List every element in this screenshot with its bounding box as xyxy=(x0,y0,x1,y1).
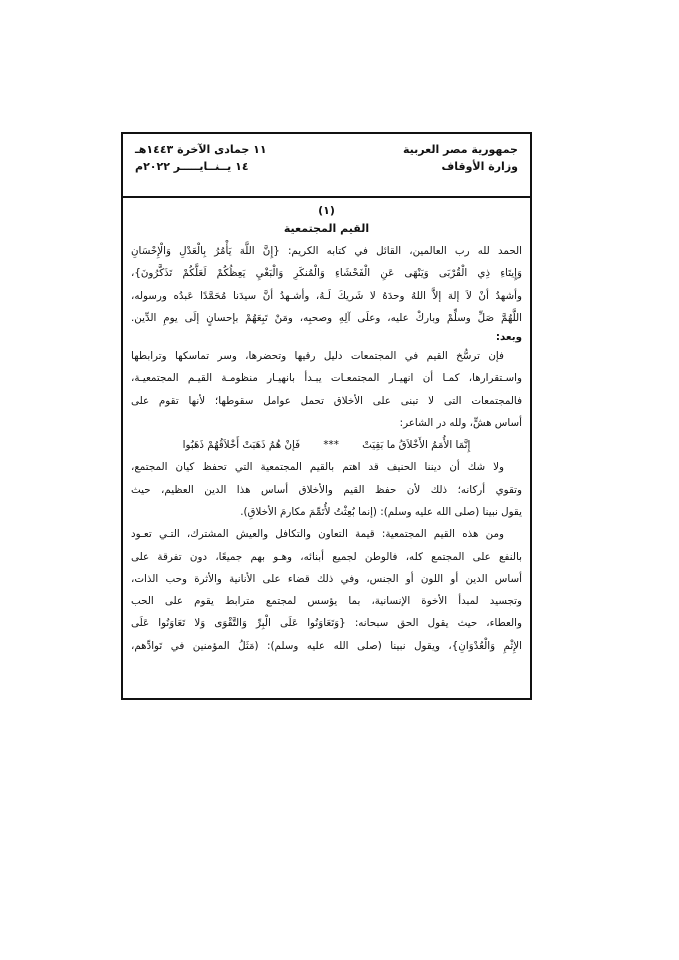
text-line: الإِثْمِ وَالْعُدْوَانِ}، ويقول نبينا (صلى الله عليه وسلم): (مَثَلُ المؤمنين في تَوادِّهم، xyxy=(131,639,522,652)
text-line: ولا شك أن ديننا الحنيف قد اهتم بالقيم المجتمعية التي تحفظ كيان المجتمع، xyxy=(131,461,504,474)
text-line: والعطاء، حيث يقول الحق سبحانه: {وَتَعَاوَنُوا عَلَى الْبِرِّ وَالتَّقْوَى وَلا تَعَاوَنُوا عَلَى xyxy=(131,617,522,630)
text-line: وأشهدُ أنْ لاَ إلهَ إلاَّ اللهُ وحدَهُ لا شَريكَ لَـهُ، وأشـهدُ أنَّ سيدَنا مُحَمَّدًا عَبدُه ورسوله، xyxy=(131,289,522,302)
verse-second-hemistich: فَإنْ هُمُ ذَهَبَتْ أَخْلاَقُهُمْ ذَهَبُوا xyxy=(182,439,301,452)
text-line: واسـتقرارها، كمـا أن انهيـار المجتمعـات يبـدأ بانهيـار منظومـة القيـم المجتمعيـة، xyxy=(131,372,522,385)
text-line: الحمد لله رب العالمين، القائل في كتابه الكريم: {إِنَّ اللَّهَ يَأْمُرُ بِالْعَدْلِ وَالْإِحْسَانِ xyxy=(131,245,522,257)
text-line: فالمجتمعات التى لا تبنى على الأخلاق تحمل عوامل سقوطها؛ لأنها تقوم على xyxy=(131,394,522,407)
ministry-name: وزارة الأوقاف xyxy=(441,160,518,173)
text-line: بالنفع على المجتمع كله، فالوطن لجميع أبنائه، وهـو بهم جميعًا، دون تفرقة على xyxy=(131,550,522,563)
text-line: وتقوي أركانه؛ ذلك لأن حفظ القيم والأخلاق أساس هذا الدين العظيم، حيث xyxy=(131,483,522,496)
gregorian-date: ١٤ يــنــايـــــر ٢٠٢٢م xyxy=(135,160,249,173)
text-line: وتجسيد لمبدأ الأخوة الإنسانية، بما يؤسس لمجتمع مترابط يقوم على الحب xyxy=(131,595,522,608)
verse-separator: *** xyxy=(323,439,339,452)
poetry-verse xyxy=(131,434,522,456)
text-line: أساس هشٍّ، ولله در الشاعر: xyxy=(399,417,522,430)
text-line: وَإِيتَاءِ ذِي الْقُرْبَى وَيَنْهَى عَنِ الْفَحْشَاءِ وَالْمُنكَرِ وَالْبَغْيِ يَعِظُكُمْ لَعَلَّكُمْ تَذَكَّرُونَ}، xyxy=(131,267,522,280)
text-line: يقول نبينا (صلى الله عليه وسلم): (إنما بُعِثْتُ لأُتَمِّمَ مكارمَ الأخلاقِ). xyxy=(240,505,522,518)
text-line: فإن ترسُّخ القيم في المجتمعات دليل رقيها وتحضرها، وسر تماسكها وترابطها xyxy=(131,350,504,363)
verse-first-hemistich: إِنَّمَا الأُمَمُ الأَخْلاَقُ ما بَقِيَتْ xyxy=(362,439,471,452)
sermon-body xyxy=(131,202,522,692)
document-header xyxy=(123,134,530,198)
wabad-heading: وبعد: xyxy=(495,331,522,344)
section-number: (١) xyxy=(318,204,335,217)
text-line: اللَّهُمَّ صَلِّ وسلِّمْ وباركْ عليه، وعلَى آلِهِ وصحبِه، ومَنْ تَبِعَهُمْ بإحسانٍ إلَى يومِ الدِّين. xyxy=(131,311,522,324)
country-name: جمهورية مصر العربية xyxy=(403,143,518,156)
document-frame xyxy=(121,132,532,700)
text-line: أساس الدين أو اللون أو الجنس، وفي ذلك قضاء على الأنانية والأثرة وحب الذات، xyxy=(131,572,522,585)
section-title: القيم المجتمعية xyxy=(283,222,370,235)
text-line: ومن هذه القيم المجتمعية: قيمة التعاون والتكافل والعيش المشترك، التـي تعـود xyxy=(131,528,504,541)
hijri-date: ١١ جمادى الآخرة ١٤٤٣هـ xyxy=(135,143,267,156)
